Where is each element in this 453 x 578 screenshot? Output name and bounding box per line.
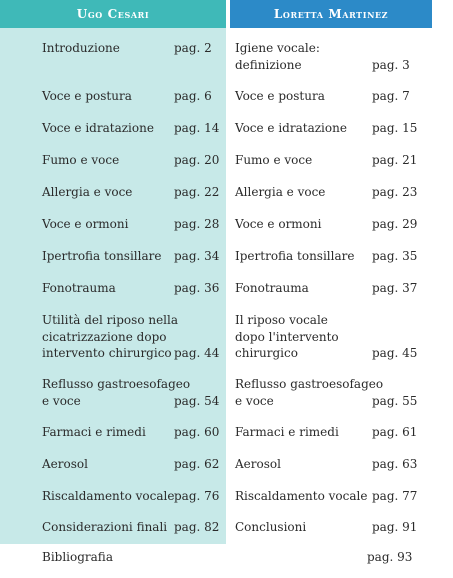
toc-entry-page: pag. 76 <box>174 488 220 503</box>
toc-entry-page: pag. 37 <box>372 280 418 295</box>
toc-entry-page: pag. 91 <box>372 519 418 534</box>
right-column-header: Loretta Martinez <box>230 0 432 28</box>
toc-entry-title: Igiene vocale: definizione <box>235 41 320 72</box>
toc-entry <box>235 184 425 200</box>
toc-entry-title: Conclusioni <box>235 520 307 534</box>
toc-entry <box>42 376 218 409</box>
bibliography-title: Bibliografia <box>42 550 113 564</box>
toc-entry-title: Ipertrofia tonsillare <box>235 249 355 263</box>
toc-entry <box>42 184 218 200</box>
toc-entry-title: Ipertrofia tonsillare <box>42 249 162 263</box>
toc-entry-title: Aerosol <box>235 457 281 471</box>
toc-entry-page: pag. 82 <box>174 519 220 534</box>
toc-entry-title: Introduzione <box>42 41 120 55</box>
toc-entry-title: Utilità del riposo nella cicatrizzazione dopo intervento chirurgico <box>42 313 179 360</box>
toc-entry <box>42 488 218 504</box>
bibliography-page: pag. 93 <box>367 550 413 564</box>
toc-entry <box>235 280 425 296</box>
toc-entry <box>42 312 218 361</box>
toc-entry <box>42 424 218 440</box>
toc-entry-page: pag. 77 <box>372 488 418 503</box>
toc-entry-title: Riscaldamento vocale <box>42 489 175 503</box>
toc-entry-page: pag. 3 <box>372 57 410 72</box>
toc-entry-page: pag. 44 <box>174 345 220 360</box>
toc-entry <box>235 152 425 168</box>
toc-entry <box>235 424 425 440</box>
toc-entry-page: pag. 63 <box>372 456 418 471</box>
toc-entry-page: pag. 23 <box>372 184 418 199</box>
toc-entry-title: Voce e postura <box>42 89 132 103</box>
toc-entry-page: pag. 20 <box>174 152 220 167</box>
toc-entry-page: pag. 6 <box>174 88 212 103</box>
toc-entry-page: pag. 14 <box>174 120 220 135</box>
toc-entry-title: Voce e ormoni <box>42 217 129 231</box>
toc-entry-page: pag. 35 <box>372 248 418 263</box>
toc-entry-page: pag. 45 <box>372 345 418 360</box>
toc-entry <box>42 248 218 264</box>
toc-entry-title: Reflusso gastroesofageo e voce <box>235 377 384 408</box>
toc-entry-title: Allergia e voce <box>235 185 326 199</box>
toc-entry-title: Farmaci e rimedi <box>235 425 339 439</box>
toc-entry-page: pag. 34 <box>174 248 220 263</box>
toc-entry <box>42 456 218 472</box>
toc-entry <box>235 120 425 136</box>
toc-entry <box>42 216 218 232</box>
toc-entry <box>235 88 425 104</box>
toc-entry-title: Reflusso gastroesofageo e voce <box>42 377 191 408</box>
toc-entry-title: Voce e postura <box>235 89 325 103</box>
toc-entry-title: Farmaci e rimedi <box>42 425 146 439</box>
toc-entry <box>235 216 425 232</box>
toc-entry <box>42 519 218 535</box>
toc-entry-page: pag. 2 <box>174 40 212 55</box>
toc-entry-page: pag. 61 <box>372 424 418 439</box>
toc-entry <box>235 519 425 535</box>
toc-entry-page: pag. 29 <box>372 216 418 231</box>
toc-entry-page: pag. 54 <box>174 393 220 408</box>
toc-entry <box>235 376 425 409</box>
left-column <box>0 0 226 544</box>
toc-entry-title: Fonotrauma <box>42 281 116 295</box>
toc-entry-title: Voce e ormoni <box>235 217 322 231</box>
toc-entry-page: pag. 60 <box>174 424 220 439</box>
toc-entry <box>235 312 425 361</box>
toc-entry <box>235 248 425 264</box>
toc-entry-page: pag. 36 <box>174 280 220 295</box>
toc-entry-title: Voce e idratazione <box>42 121 154 135</box>
toc-entry-page: pag. 62 <box>174 456 220 471</box>
toc-entry <box>42 280 218 296</box>
toc-entry <box>42 88 218 104</box>
toc-entry-page: pag. 21 <box>372 152 418 167</box>
toc-entry-title: Fonotrauma <box>235 281 309 295</box>
right-column <box>230 0 432 544</box>
toc-entry-title: Il riposo vocale dopo l'intervento chirurgico <box>235 313 339 360</box>
toc-entry-page: pag. 7 <box>372 88 410 103</box>
toc-entry-title: Aerosol <box>42 457 88 471</box>
toc-entry-page: pag. 22 <box>174 184 220 199</box>
toc-entry-page: pag. 28 <box>174 216 220 231</box>
toc-entry <box>42 152 218 168</box>
toc-entry-title: Considerazioni finali <box>42 520 168 534</box>
toc-entry-title: Fumo e voce <box>235 153 313 167</box>
toc-entry-title: Fumo e voce <box>42 153 120 167</box>
toc-entry <box>42 40 218 56</box>
toc-entry-title: Riscaldamento vocale <box>235 489 368 503</box>
toc-entry <box>235 488 425 504</box>
toc-entry-title: Allergia e voce <box>42 185 133 199</box>
toc-entry-page: pag. 55 <box>372 393 418 408</box>
toc-entry <box>235 40 425 73</box>
toc-entry <box>42 120 218 136</box>
toc-entry-page: pag. 15 <box>372 120 418 135</box>
toc-entry <box>235 456 425 472</box>
bibliography-entry <box>0 550 453 570</box>
left-column-header: Ugo Cesari <box>0 0 226 28</box>
toc-entry-title: Voce e idratazione <box>235 121 347 135</box>
